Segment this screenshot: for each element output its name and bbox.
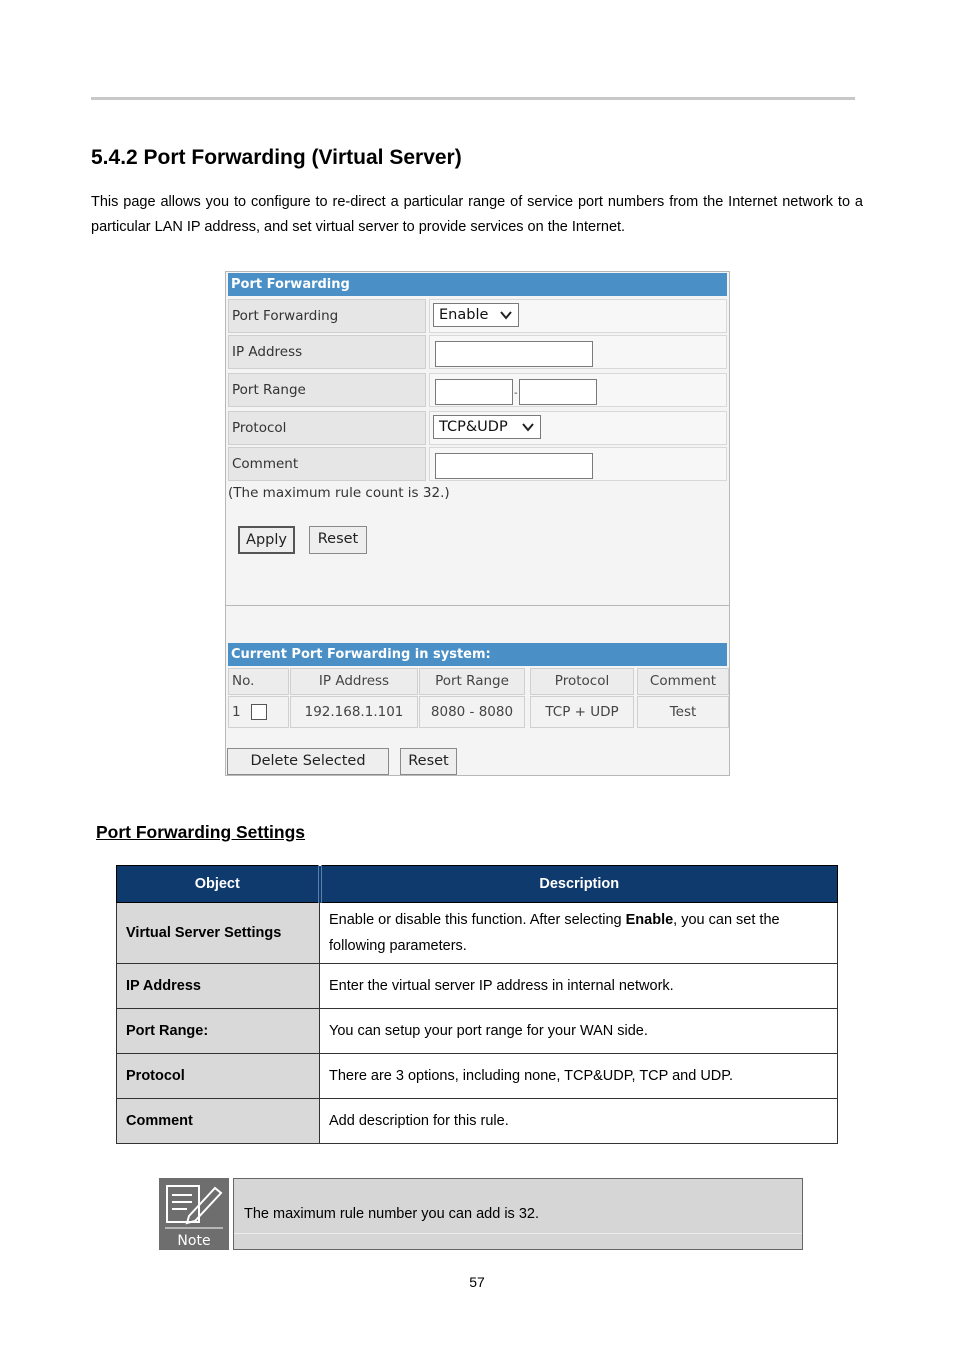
object-cell: IP Address <box>117 964 320 1009</box>
note-box <box>233 1178 803 1250</box>
row-port-forwarding <box>228 299 727 333</box>
intro-paragraph: This page allows you to configure to re-direct a particular range of service port numbers from the Internet network to a particular LAN IP address, and set virtual server to provide services on the Internet. <box>91 194 863 235</box>
page-number: 57 <box>469 1274 485 1290</box>
entry-comment: Test <box>637 696 729 728</box>
entry-protocol: TCP + UDP <box>530 696 634 728</box>
object-cell: Protocol <box>117 1054 320 1099</box>
settings-title: Port Forwarding Settings <box>96 822 306 842</box>
ip-address-cell <box>429 335 727 369</box>
protocol-value: TCP&UDP <box>439 419 508 435</box>
port-forwarding-panel <box>225 271 730 776</box>
table-row-no <box>228 696 289 728</box>
port-range-cell <box>429 373 727 407</box>
row-ip-address <box>228 335 727 369</box>
chevron-down-icon <box>500 310 512 320</box>
divider <box>226 605 729 606</box>
protocol-cell <box>429 411 727 445</box>
desc-text: Enable or disable this function. After selecting <box>329 912 626 928</box>
section-title: 5.4.2 Port Forwarding (Virtual Server) <box>91 146 462 169</box>
protocol-select[interactable] <box>433 415 541 439</box>
table-row <box>117 964 838 1009</box>
row-protocol <box>228 411 727 445</box>
comment-cell <box>429 447 727 481</box>
row-comment <box>228 447 727 481</box>
top-rule <box>91 97 855 100</box>
apply-button[interactable]: Apply <box>238 526 295 554</box>
note-icon-label: Note <box>177 1233 211 1249</box>
note-divider <box>234 1233 802 1234</box>
description-cell: Add description for this rule. <box>320 1099 838 1144</box>
reset-button[interactable]: Reset <box>309 526 367 554</box>
description-cell <box>320 903 838 964</box>
port-forwarding-value: Enable <box>439 307 489 323</box>
desc-bold: Enable <box>625 912 674 928</box>
port-forwarding-select[interactable] <box>433 303 519 327</box>
port-forwarding-cell <box>429 299 727 333</box>
port-range-to-input[interactable] <box>519 379 597 405</box>
description-cell: Enter the virtual server IP address in internal network. <box>320 964 838 1009</box>
comment-input[interactable] <box>435 453 593 479</box>
reset-table-button[interactable]: Reset <box>400 748 457 775</box>
port-range-separator: - <box>514 388 518 399</box>
table-row <box>117 1054 838 1099</box>
table-row <box>117 903 838 964</box>
max-rule-note: (The maximum rule count is 32.) <box>228 485 450 501</box>
desc-text: , you can set the following parameters. <box>329 912 780 954</box>
select-checkbox[interactable] <box>251 704 267 720</box>
table-row <box>117 1099 838 1144</box>
port-range-label: Port Range <box>228 373 426 407</box>
header-description: Description <box>320 866 838 903</box>
col-ip-address: IP Address <box>290 668 418 695</box>
note-text: The maximum rule number you can add is 32. <box>244 1206 539 1222</box>
table-row <box>117 1009 838 1054</box>
entry-no: 1 <box>232 704 241 720</box>
object-cell: Port Range: <box>117 1009 320 1054</box>
port-range-from-input[interactable] <box>435 379 513 405</box>
col-port-range: Port Range <box>419 668 525 695</box>
entry-ip: 192.168.1.101 <box>290 696 418 728</box>
object-cell: Virtual Server Settings <box>117 903 320 964</box>
protocol-label: Protocol <box>228 411 426 445</box>
description-cell: There are 3 options, including none, TCP&UDP, TCP and UDP. <box>320 1054 838 1099</box>
row-port-range <box>228 373 727 407</box>
table-header-row <box>117 866 838 903</box>
panel-header: Port Forwarding <box>228 273 727 296</box>
ip-address-label: IP Address <box>228 335 426 369</box>
settings-table <box>116 865 838 1144</box>
col-comment: Comment <box>637 668 729 695</box>
note-pencil-icon <box>159 1178 229 1250</box>
note-icon <box>159 1178 229 1250</box>
comment-label: Comment <box>228 447 426 481</box>
chevron-down-icon <box>522 422 534 432</box>
ip-address-input[interactable] <box>435 341 593 367</box>
col-protocol: Protocol <box>530 668 634 695</box>
description-cell: You can setup your port range for your WAN side. <box>320 1009 838 1054</box>
col-no: No. <box>228 668 289 695</box>
entry-port-range: 8080 - 8080 <box>419 696 525 728</box>
object-cell: Comment <box>117 1099 320 1144</box>
port-forwarding-label: Port Forwarding <box>228 299 426 333</box>
delete-selected-button[interactable]: Delete Selected <box>227 748 389 775</box>
current-table-header: Current Port Forwarding in system: <box>228 643 727 666</box>
header-object: Object <box>117 866 320 903</box>
